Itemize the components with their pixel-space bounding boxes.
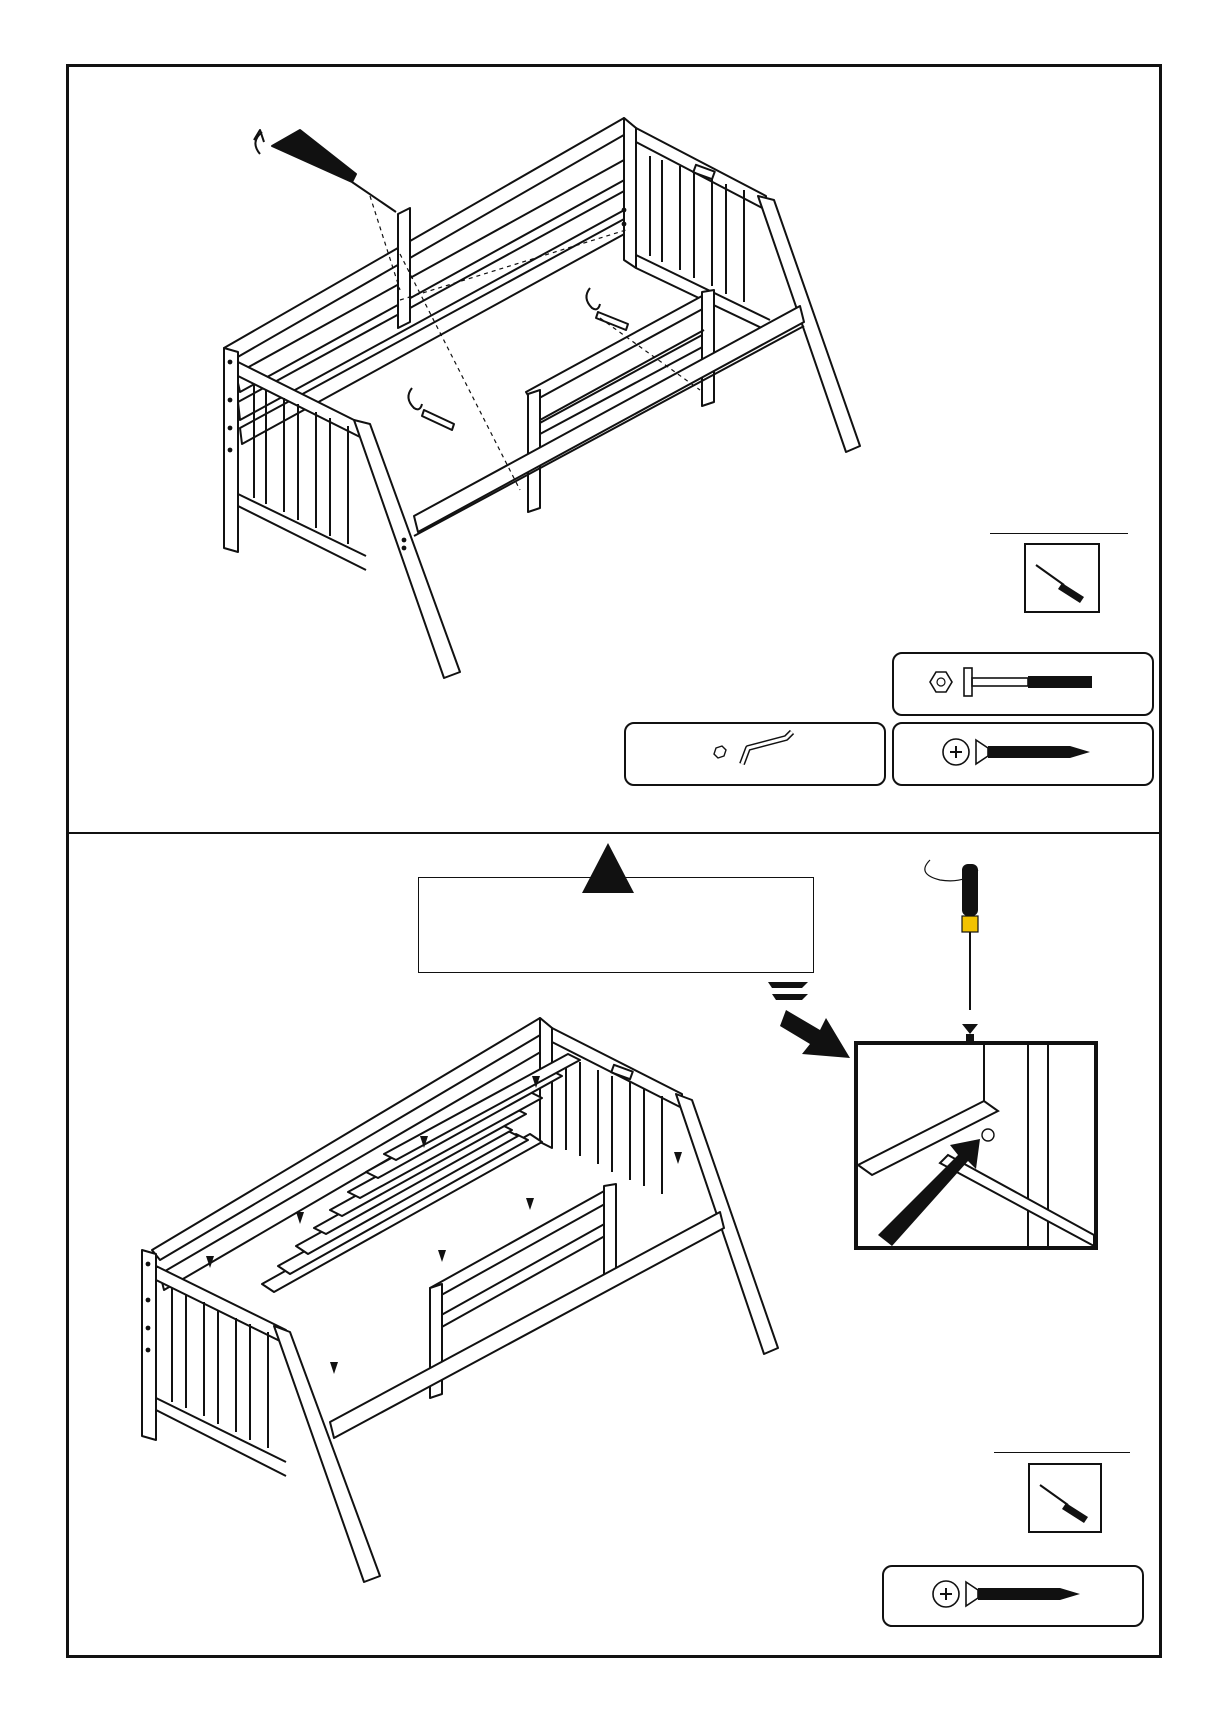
warning-triangle-icon: [582, 843, 634, 893]
wood-screw-icon: [884, 1567, 1142, 1625]
detail-inset: [854, 1041, 1098, 1250]
bed-bottom-assembled: [142, 1018, 778, 1582]
step-bottom-tool-rule: [994, 1452, 1130, 1453]
screwdriver-icon: [1030, 1465, 1100, 1531]
detail-inset-drawing: [858, 1045, 1094, 1246]
pointer-arrow-to-detail: [768, 982, 850, 1058]
screwdriver-vertical-action: [925, 860, 978, 1064]
step-bottom-tool-box: [1028, 1463, 1102, 1533]
step-bottom-part-wood-screw: [882, 1565, 1144, 1627]
